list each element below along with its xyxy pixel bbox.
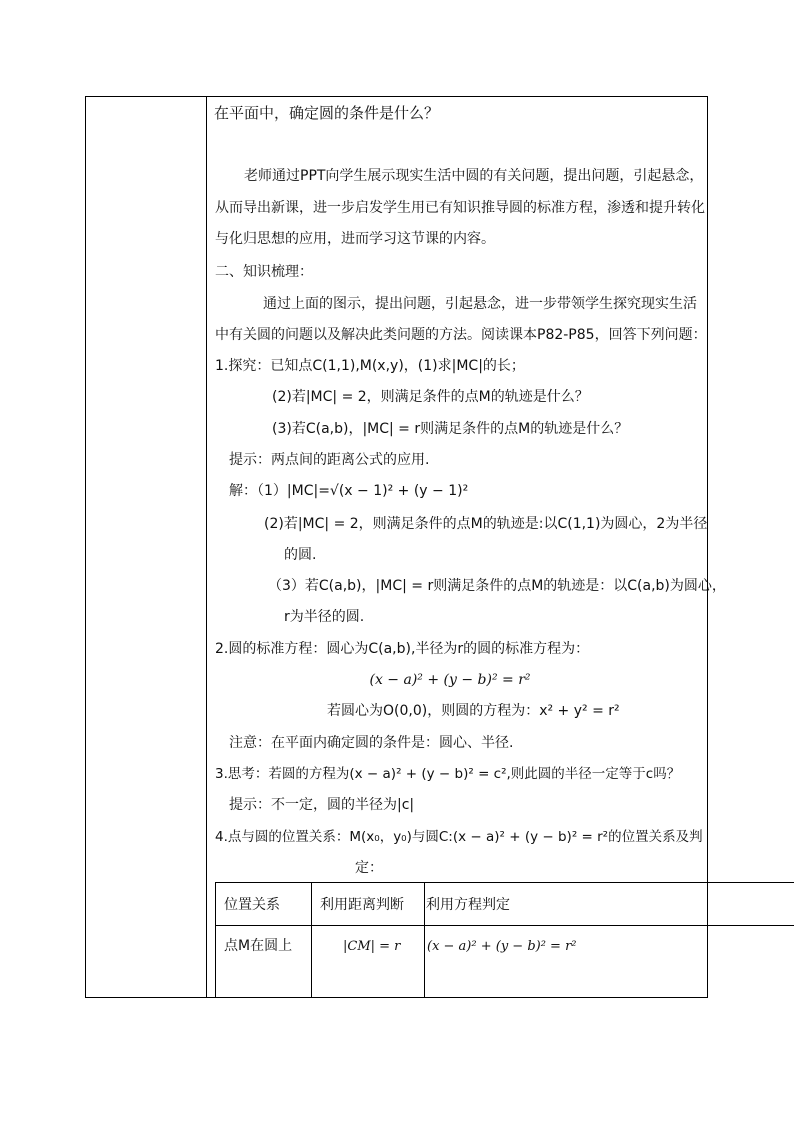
outer-right-border: [707, 96, 708, 998]
outer-column-divider: [206, 96, 207, 998]
item4-line-1: 4.点与圆的位置关系：M(x₀，y₀)与圆C:(x − a)² + (y − b)² = r²的位置关系及判: [215, 829, 703, 845]
outer-left-border: [85, 96, 86, 998]
solution-line-2: (2)若|MC| = 2，则满足条件的点M的轨迹是:以C(1,1)为圆心，2为半径: [264, 516, 708, 532]
outer-bottom-border: [85, 997, 708, 998]
intro-line-2: 从而导出新课，进一步启发学生用已有知识推导圆的标准方程，渗透和提升转化: [215, 200, 705, 216]
question-line: 在平面中，确定圆的条件是什么？: [214, 104, 440, 122]
table-header-distance: 利用距离判断: [320, 897, 404, 913]
table-cell-equation: (x − a)² + (y − b)² = r²: [427, 939, 577, 954]
solution-line-3: 的圆.: [284, 547, 317, 563]
inner-table-col-divider-2: [424, 882, 425, 998]
table-cell-distance: |CM| = r: [343, 939, 401, 954]
hint-1: 提示：两点间的距离公式的应用.: [229, 452, 430, 468]
outer-top-border: [85, 96, 708, 97]
paragraph-line-2: 中有关圆的问题以及解决此类问题的方法。阅读课本P82-P85，回答下列问题：: [215, 327, 707, 343]
paragraph-line-1: 通过上面的图示，提出问题，引起悬念，进一步带领学生探究现实生活: [263, 296, 697, 312]
item3-line: 3.思考：若圆的方程为(x − a)² + (y − b)² = c²,则此圆的半径一定等于c吗？: [215, 766, 681, 782]
hint-3: 提示：不一定，圆的半径为|c|: [229, 797, 415, 813]
item4-line-2: 定：: [355, 860, 383, 876]
inner-table-left-border: [215, 882, 216, 998]
inner-table-col-divider-1: [311, 882, 312, 998]
item1-line-3: (3)若C(a,b)，|MC| = r则满足条件的点M的轨迹是什么？: [272, 421, 629, 437]
intro-line-1: 老师通过PPT向学生展示现实生活中圆的有关问题，提出问题，引起悬念，: [244, 168, 704, 184]
item1-line-1: 1.探究：已知点C(1,1),M(x,y)，(1)求|MC|的长；: [215, 358, 525, 374]
inner-table-top-border: [215, 882, 794, 883]
item2-line: 2.圆的标准方程：圆心为C(a,b),半径为r的圆的标准方程为：: [215, 641, 590, 657]
note-line: 注意：在平面内确定圆的条件是：圆心、半径.: [229, 735, 514, 751]
table-header-position: 位置关系: [224, 897, 280, 913]
table-header-equation: 利用方程判定: [426, 897, 510, 913]
intro-line-3: 与化归思想的应用，进而学习这节课的内容。: [215, 231, 495, 247]
solution-line-1: 解：（1）|MC|=√(x − 1)² + (y − 1)²: [229, 483, 469, 499]
standard-equation: (x − a)² + (y − b)² = r²: [369, 672, 531, 688]
solution-line-4: （3）若C(a,b)，|MC| = r则满足条件的点M的轨迹是：以C(a,b)为圆心，: [268, 578, 726, 594]
inner-table-row-divider: [215, 925, 794, 926]
table-cell-on-circle: 点M在圆上: [224, 938, 293, 954]
solution-line-5: r为半径的圆.: [284, 609, 365, 625]
item1-line-2: (2)若|MC| = 2，则满足条件的点M的轨迹是什么？: [272, 389, 589, 405]
origin-equation: 若圆心为O(0,0)，则圆的方程为：x² + y² = r²: [327, 703, 620, 719]
section-heading: 二、知识梳理：: [215, 264, 313, 280]
